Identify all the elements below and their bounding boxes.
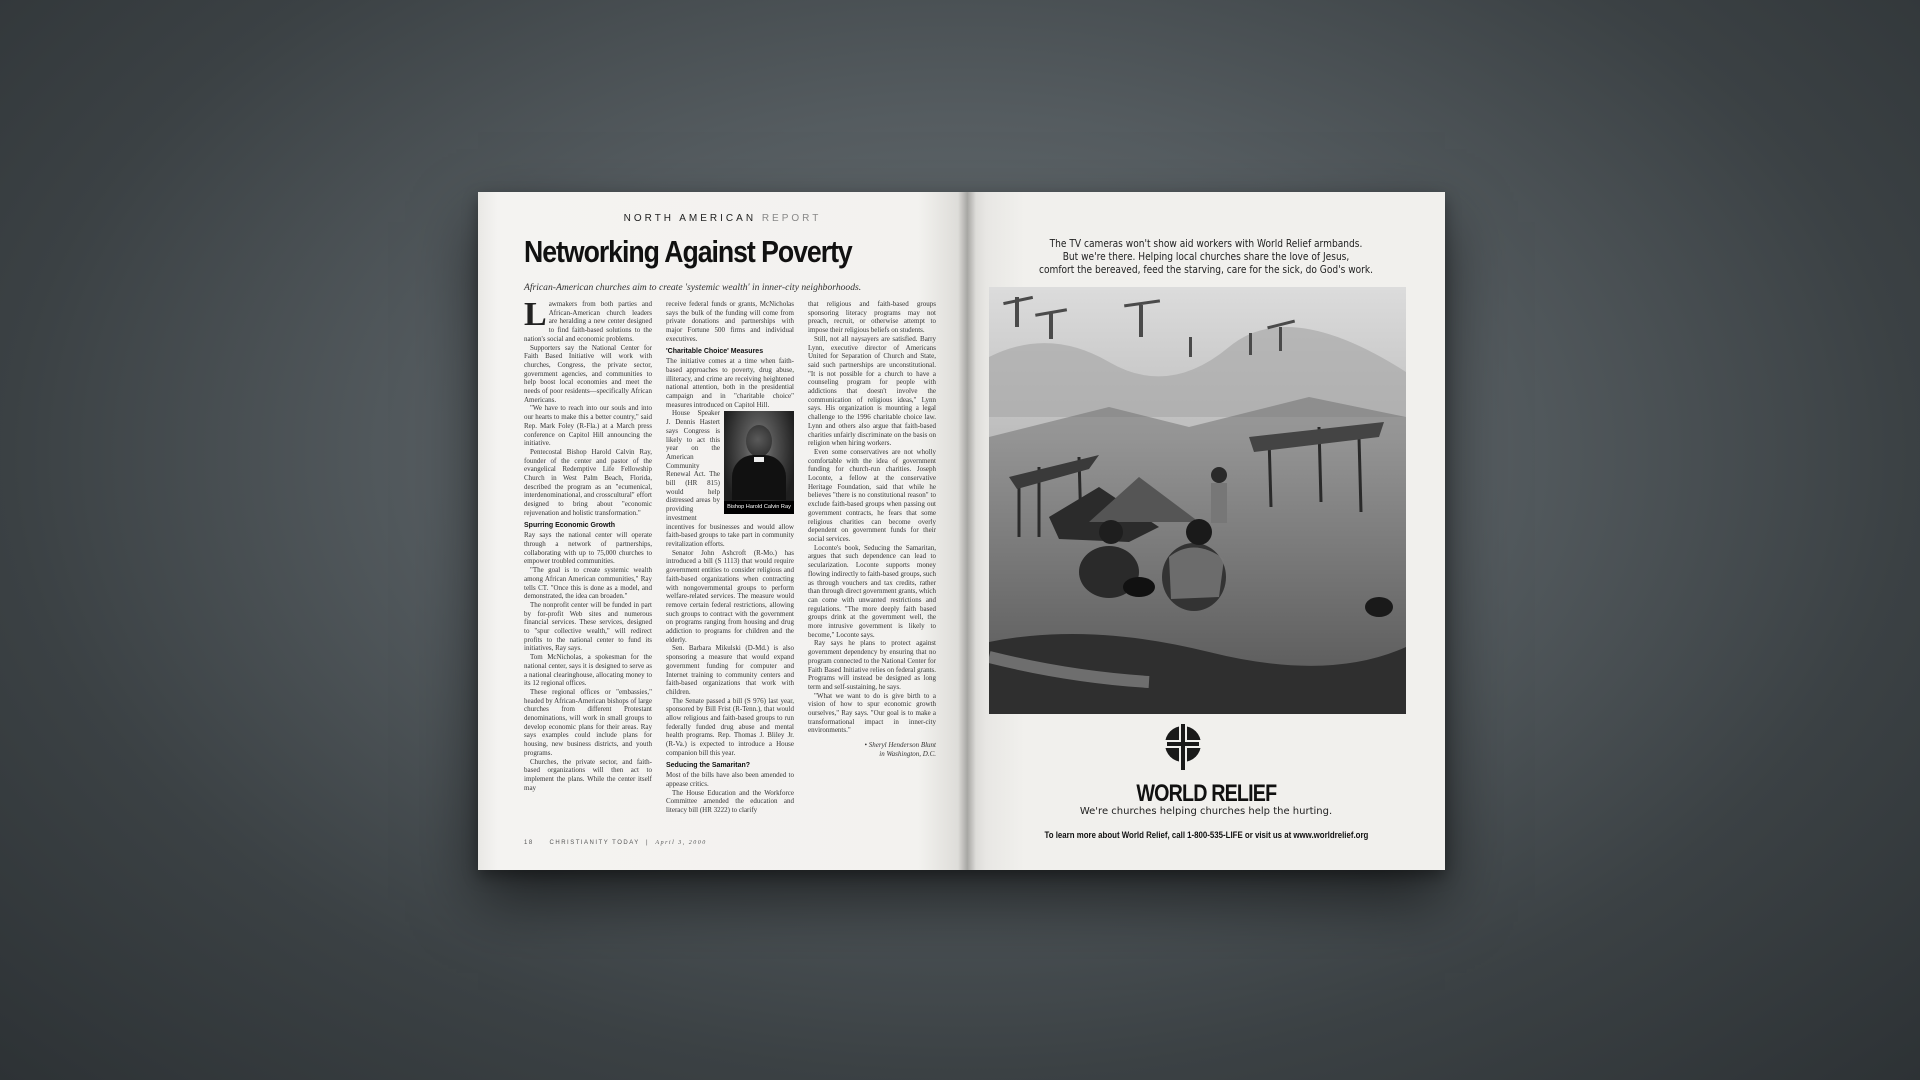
subhead: 'Charitable Choice' Measures [666,347,764,355]
byline-location: in Washington, D.C. [879,749,936,758]
byline [808,741,936,758]
article-headline: Networking Against Poverty [524,234,852,269]
world-relief-logo-icon [1163,720,1203,775]
paragraph: "We have to reach into our souls and into our hearts to make this a better country," said Rep. Mark Foley (R-Fla.) at a March press conference on Capitol Hill announcing the initiative. [524,404,652,448]
paragraph: Pentecostal Bishop Harold Calvin Ray, founder of the center and pastor of the evangelical Redemptive Life Fellowship Church in West Palm Beach, Florida, described the program as an "ecumenical, interdenominational, and crosscultural" effort designed to bring about "economic rejuvenation and holistic transformation." [524,447,652,517]
ad-copy-line: But we're there. Helping local churches share the love of Jesus, [1062,251,1350,264]
page-folio [524,840,707,846]
paragraph: Loconte's book, Seducing the Samaritan, argues that such dependence can lead to secularization. Loconte supports money flowing indirectly to faith-based groups, such as through vouchers and tax credits, rather than through direct government grants, which can come with unwanted restrictions and regulations. "The more deeply faith based groups drink at the government well, the more intrusive government is likely to become," Loconte says. [808,543,936,639]
spine-gutter-shadow [958,192,976,870]
kicker-main: NORTH AMERICAN [623,213,757,224]
article-deck: African-American churches aim to create 'systemic wealth' in inner-city neighborhoods. [524,282,862,293]
ad-brand-name: WORLD RELIEF [1136,780,1276,807]
kicker-light: REPORT [761,213,822,224]
paragraph: Ray says the national center will operate through a network of partnerships, collaborating with up to 75,000 churches to empower troubled communities. [524,531,652,566]
subhead: Spurring Economic Growth [524,521,616,529]
refugee-camp-illustration [989,287,1406,714]
paragraph: Senator John Ashcroft (R-Mo.) has introduced a bill (S 1113) that would require government entities to consider religious and faith-based organizations when contracting with nongovernmental groups to perform welfare-related services. The measure would remove certain federal restrictions, allowing such groups to contract with the government on programs ranging from housing and drug addiction to programs for children and the elderly. [666,548,794,644]
article-column-2 [666,300,794,824]
advertisement-page [967,192,1445,870]
article-column-1 [524,300,652,824]
magazine-name: CHRISTIANITY TODAY [549,840,640,846]
issue-date: April 3, 2000 [655,840,707,846]
section-kicker [478,213,967,224]
magazine-spread [478,192,1445,870]
bishop-portrait-photo [724,411,794,514]
folio-separator: | [646,840,650,846]
article-column-3 [808,300,936,824]
paragraph: The House Education and the Workforce Committee amended the education and literacy bill (HR 3222) to clarify [666,788,794,815]
paragraph: Still, not all naysayers are satisfied. Barry Lynn, executive director of Americans United for Separation of Church and State, said such partnerships are unconstitutional. "It is not possible for a church to have a counseling program for people with addictions that doesn't involve the communication of religious ideas," Lynn says. His organization is mounting a legal challenge to the 1996 charitable choice law. Lynn and others also argue that faith-based charities unfairly discriminate on the basis on religion when hiring workers. [808,334,936,448]
ad-copy-line: comfort the bereaved, feed the starving, care for the sick, do God's work. [1038,264,1374,277]
paragraph: Ray says he plans to protect against government dependency by ensuring that no program connected to the National Center for Faith Based Initiative relies on federal grants. Programs will instead be designed as long term and self-sustaining, he says. [808,639,936,691]
paragraph: Tom McNicholas, a spokesman for the national center, says it is designed to serve as a national clearinghouse, allocating money to its 12 regional offices. [524,653,652,688]
ad-contact-line: To learn more about World Relief, call 1-800-535-LIFE or visit us at www.worldrelief.org [1044,830,1368,841]
photo-caption: Bishop Harold Calvin Ray [724,501,794,514]
paragraph: "What we want to do is give birth to a vision of how to spur economic growth ourselves," Ray says. "Our goal is to make a transformational impact in inner-city environments." [808,691,936,735]
article-body [524,300,944,824]
ad-tagline: We're churches helping churches help the hurting. [1079,806,1333,817]
refugee-camp-photo [989,287,1406,714]
portrait-collar [754,457,764,462]
ad-headline-copy [967,238,1445,278]
page-number: 18 [524,840,534,846]
paragraph: Churches, the private sector, and faith-based organizations will then act to implement the plans. While the center itself may [524,757,652,792]
byline-author: • Sheryl Henderson Blunt [864,741,936,750]
ad-copy-line: The TV cameras won't show aid workers with World Relief armbands. [1049,238,1363,250]
paragraph: that religious and faith-based groups sponsoring literacy programs may not preach, recruit, or otherwise attempt to impose their religious beliefs on students. [808,300,936,335]
paragraph: The nonprofit center will be funded in part by for-profit Web sites and numerous financial services. These services, designed to "spur collective wealth," will redirect profits to the national center to fund its initiatives, Ray says. [524,600,652,653]
paragraph: receive federal funds or grants, McNicholas says the bulk of the funding will come from private donations and partnerships with major Fortune 500 firms and individual executives. [666,300,794,343]
subhead: Seducing the Samaritan? [666,761,751,769]
paragraph: Most of the bills have also been amended to appease critics. [666,771,794,788]
paragraph: Lawmakers from both parties and African-American church leaders are heralding a new center designed to find faith-based solutions to the nation's social and economic problems. [524,300,652,343]
paragraph: Supporters say the National Center for Faith Based Initiative will work with churches, Congress, the private sector, government agencies, and communities to help boost local economies and meet the needs of poor residents—specifically African Americans. [524,343,652,404]
paragraph: The Senate passed a bill (S 976) last year, sponsored by Bill Frist (R-Tenn.), that would allow religious and faith-based groups to run federally funded drug abuse and mental health programs. Rep. Thomas J. Bliley Jr. (R-Va.) is expected to introduce a House companion bill this year. [666,696,794,757]
article-page [478,192,967,870]
paragraph: These regional offices or "embassies," headed by African-American bishops of large churches from different Protestant denominations, will work in small groups to develop economic plans for their areas. Ray says examples could include plans for housing, new business districts, and youth programs. [524,687,652,757]
drop-cap: L [524,300,547,333]
paragraph: The initiative comes at a time when faith-based approaches to poverty, drug abuse, illiteracy, and crime are receiving heightened national attention, both in the presidential campaign and in "charitable choice" measures introduced on Capitol Hill. [666,357,794,409]
paragraph: House Speaker J. Dennis Hastert says Congress is likely to act this year on the American Community Renewal Act. The bill (HR 815) would help distressed areas by providing investment incentives for businesses and would allow faith-based groups to take part in community revitalization efforts. [666,409,794,548]
paragraph: Even some conservatives are not wholly comfortable with the idea of government funding for church-run charities. Joseph Loconte, a fellow at the conservative Heritage Foundation, said that while he believes "there is no constitutional reason" to exclude faith-based groups when passing out government contracts, he fears that some religious charities can become overly dependent on government funds for their social services. [808,447,936,543]
paragraph: "The goal is to create systemic wealth among African American communities," Ray tells CT. "Once this is done as a model, and demonstrated, the idea can broaden." [524,566,652,601]
paragraph: Sen. Barbara Mikulski (D-Md.) is also sponsoring a measure that would expand government funding for computer and Internet training to community centers and faith-based organizations that work with children. [666,644,794,696]
portrait-face [746,425,772,457]
